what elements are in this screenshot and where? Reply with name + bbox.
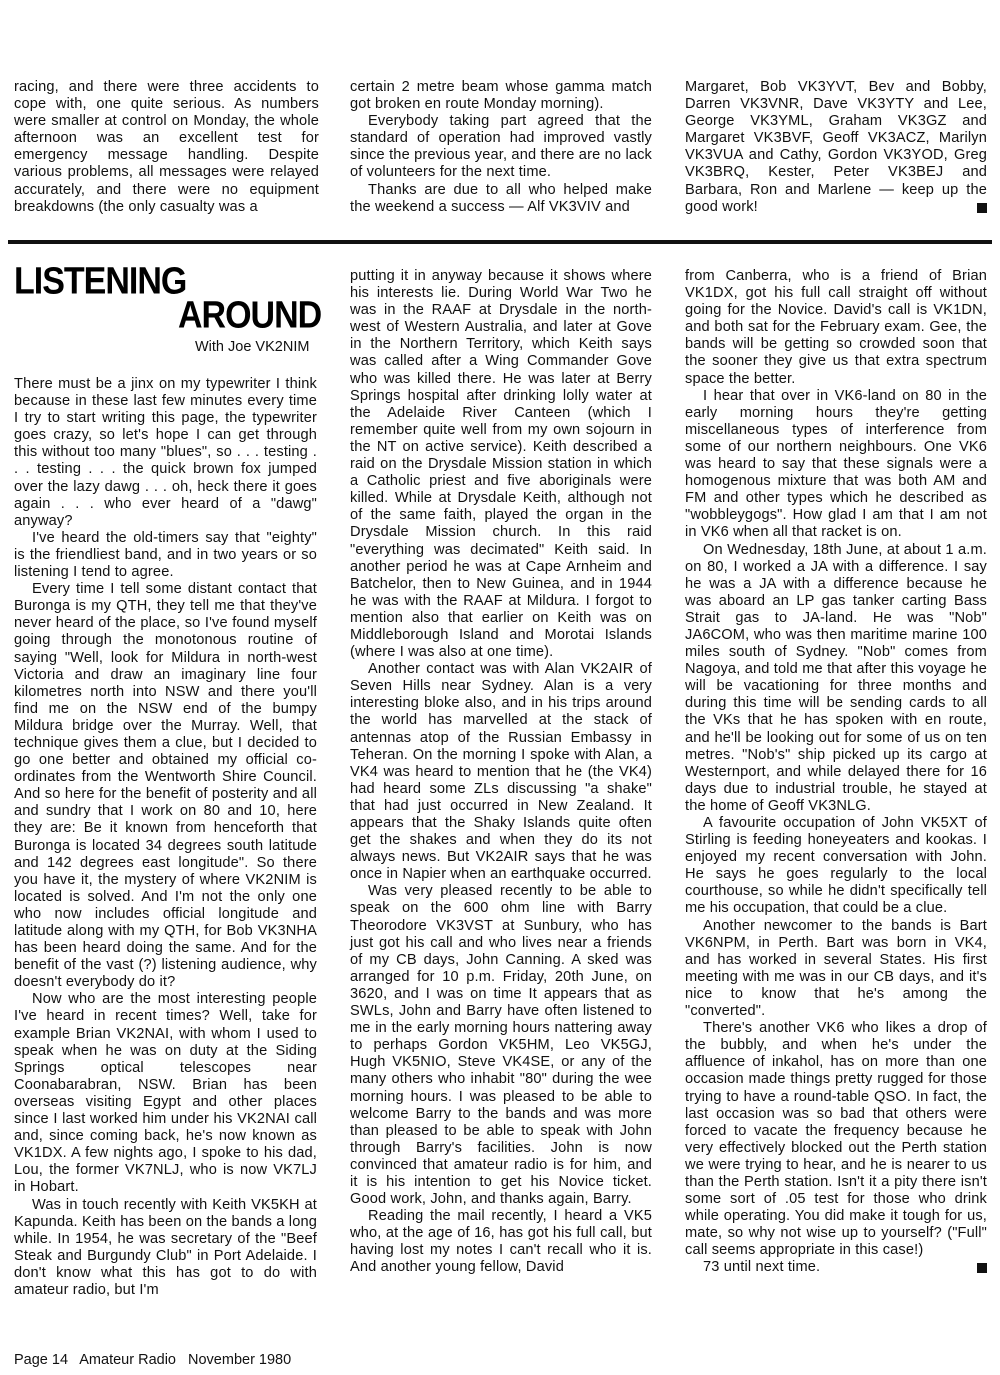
paragraph: Another newcomer to the bands is Bart VK6NPM, in Perth. Bart was born in VK4, and has worked in several States. His first meeting with me was in our CB days, and it's nice to know that he's among the "converted". — [685, 917, 987, 1020]
issue-date: November 1980 — [188, 1352, 292, 1368]
paragraph: Reading the mail recently, I heard a VK5 who, at the age of 16, has got his full call, but having lost my notes I can't recall who it is. And another young fellow, David — [350, 1208, 652, 1276]
paragraph: racing, and there were three accidents to cope with, one quite serious. As numbers were smaller at control on Monday, the whole afternoon was an excellent test for emergency message handling. Despite various problems, all messages were relayed accurately, and there were no equipment breakdowns (the only casualty was a — [14, 79, 319, 215]
paragraph: I hear that over in VK6-land on 80 in the early morning hours they're getting miscellaneous types of interference from some of our northern neighbours. One VK6 was heard to say that these signals were a homogenous mixture that was both AM and FM and other types which he described as "wobbleygogs". How glad I am that I am not in VK6 when all that racket is on. — [685, 387, 987, 541]
page-number: Page 14 — [14, 1352, 69, 1368]
paragraph: from Canberra, who is a friend of Brian VK1DX, got his full call straight off without going for the Novice. David's call is VK1DN, and both sat for the February exam. Gee, the bands will be getting so crowded soon that the sooner they give us that extra spectrum space the better. — [685, 268, 987, 387]
paragraph: Was very pleased recently to be able to speak on the 600 ohm line with Barry Theorodore VK3VST at Sunbury, who has just got his call and who lives near a friends of my CB days, John Canning. A sked was arranged for 10 p.m. Friday, 20th June, on 3620, and I was on time It appears that as SWLs, John and Barry have often listened to me in the early morning hours nattering away to perhaps Gordon VK5HM, Leo VK5GJ, Hugh VK5NIO, Steve VK4SE, or any of the many others who inhabit "80" during the wee morning hours. I was pleased to be able to welcome Barry to the bands and was more than pleased to be able to speak with John through Barry's facilities. John is now convinced that amateur radio is for him, and it is his intention to get his Novice ticket. Good work, John, and thanks again, Barry. — [350, 883, 652, 1208]
paragraph: Every time I tell some distant contact that Buronga is my QTH, they tell me that they've never heard of the place, so I've found myself going through the monotonous routine of saying "Well, look for Mildura in north-west Victoria and draw an imaginary line four kilometres north into NSW and there you'll find me on the NSW end of the bumpy Mildura bridge over the Murray. Well, that technique gives them a clue, but I decided to go one better and obtained my official co-ordinates from the Wentworth Shire Council. And so here for the benefit of posterity and all and sundry that I work on 80 and 10, here they are: Be it known from henceforth that Buronga is located 34 degrees south latitude and 142 degrees east longitude". So there you have it, the mystery of where VK2NIM is located is solved. And I'm not the only one who now includes official longitude and latitude along with my QTH, for Bob VK3NHA has been heard doing the same. And for the benefit of the vast (?) listening audience, why doesn't everybody do it? — [14, 581, 317, 991]
article-column-2 — [350, 268, 652, 1277]
page-footer — [14, 1352, 299, 1368]
article-column-3 — [685, 268, 987, 1277]
paragraph: I've heard the old-timers say that "eighty" is the friendliest band, and in two years or so listening I tend to agree. — [14, 529, 317, 581]
paragraph: certain 2 metre beam whose gamma match got broken en route Monday morning). — [350, 79, 652, 113]
paragraph: putting it in anyway because it shows where his interests lie. During World War Two he was in the RAAF at Drysdale in the north-west of Western Australia, and later at Gove in the Northern Territory, which Keith says was called after a Wing Commander Gove who was killed there. He was later at Berry Springs hospital after drinking lolly water at the Adelaide River Canteen (which I remember quite well from my own sojourn in the NT on active service). Keith described a raid on the Drysdale Mission station in which a Catholic priest and five aboriginals were killed. While at Drysdale Keith, although not of the same faith, played the organ in the Drysdale Mission church. In this raid "everything was decimated" Keith said. In another period he was at Cape Arnheim and Batchelor, then to New Guinea, and in 1944 he was with the RAAF at Mildura. I forgot to mention also that earlier on Keith was on Middleborough Island and Morotai Islands (where I was also at one time). — [350, 268, 652, 661]
article-title-line-1: LISTENING — [14, 259, 187, 303]
paragraph: Another contact was with Alan VK2AIR of Seven Hills near Sydney. Alan is a very interesting bloke also, and in his trips around the world has marvelled at the stack of antennas atop of the Russian Embassy in Teheran. On the morning I spoke with Alan, a VK4 was heard to mention that he (the VK4) had heard some ZLs discussing "a shake" that had just occurred in New Zealand. It appears that the Shaky Islands quite often get the shakes and when they do its not always news. But VK2AIR says that he was once in Napier when an earthquake occurred. — [350, 661, 652, 883]
paragraph: A favourite occupation of John VK5XT of Stirling is feeding honeyeaters and kookas. I enjoyed my recent conversation with John. He says he goes regularly to the local courthouse, so while he didn't specifically tell me his occupation, that could be a clue. — [685, 815, 987, 917]
article-title-line-2: AROUND — [178, 293, 322, 337]
paragraph: Was in touch recently with Keith VK5KH at Kapunda. Keith has been on the bands a long while. In 1954, he was secretary of the "Beef Steak and Burgundy Club" in Port Adelaide. I don't know what this has got to do with amateur radio, but I'm — [14, 1196, 317, 1298]
magazine-name: Amateur Radio — [79, 1352, 176, 1368]
end-mark — [977, 203, 987, 213]
paragraph: On Wednesday, 18th June, at about 1 a.m. on 80, I worked a JA with a difference. I say he was a JA with a difference because he was aboard an LP gas tanker carting Bass Strait gas to JA-land. He was "Nob" JA6COM, who was then maritime marine 100 miles south of Sydney. "Nob" comes from Nagoya, and told me that after this voyage he will be vacationing for three months and during this time will be sending cards to all the VKs that he has spoken with en route, and he'll be looking out for some of us on ten metres. "Nob's" ship picked up its cargo at Westernport, and while delayed there for 16 days due to industrial trouble, he stayed at the home of Geoff VK3NLG. — [685, 541, 987, 814]
article-column-1 — [14, 376, 317, 1299]
article-byline: With Joe VK2NIM — [195, 339, 310, 355]
section-divider — [8, 240, 992, 244]
top-column-3 — [685, 79, 987, 216]
paragraph: Margaret, Bob VK3YVT, Bev and Bobby, Darren VK3VNR, Dave VK3YTY and Lee, George VK3YML, Graham VK3GZ and Margaret VK3BVF, Geoff VK3ACZ, Marilyn VK3VUA and Cathy, Gordon VK3YOD, Greg VK3BRQ, Kester, Peter VK3BEJ and Barbara, Ron and Marlene — keep up the good work! — [685, 79, 987, 215]
paragraph: There must be a jinx on my typewriter I think because in these last few minutes every time I try to start writing this page, the typewriter goes crazy, so let's hope I can get through this without too many "blues", so . . . testing . . . testing . . . the quick brown fox jumped over the lazy dawg . . . oh, heck there it goes again . . . who ever heard of a "dawg" anyway? — [14, 376, 317, 529]
paragraph: There's another VK6 who likes a drop of the bubbly, and when he's under the affluence of inkahol, has on more than one occasion made things pretty rugged for those trying to have a round-table QSO. In fact, the last occasion was so bad that others were forced to vacate the frequency because he very effectively blocked out the Perth station we were trying to hear, and he is nearer to us than the Perth station. Isn't it a pity there isn't some sort of .05 test for those who drink while operating. You did make it tough for us, mate, so why not wise up to yourself? ("Full" call seems appropriate in this case!) — [685, 1020, 987, 1259]
paragraph: 73 until next time. — [685, 1259, 987, 1276]
paragraph: Thanks are due to all who helped make the weekend a success — Alf VK3VIV and — [350, 181, 652, 215]
top-column-1 — [14, 79, 319, 216]
top-column-2 — [350, 79, 652, 216]
paragraph: Everybody taking part agreed that the standard of operation had improved vastly since the previous year, and there are no lack of volunteers for the next time. — [350, 113, 652, 181]
paragraph: Now who are the most interesting people I've heard in recent times? Well, take for example Brian VK2NAI, with whom I used to speak when he was on duty at the Siding Springs optical telescopes near Coonabarabran, NSW. Brian has been overseas visiting Egypt and other places since I last worked him under his VK2NAI call and, since coming back, he's now known as VK1DX. A few nights ago, I spoke to his dad, Lou, the former VK7NLJ, who is now VK7LJ in Hobart. — [14, 991, 317, 1196]
end-mark — [977, 1263, 987, 1273]
